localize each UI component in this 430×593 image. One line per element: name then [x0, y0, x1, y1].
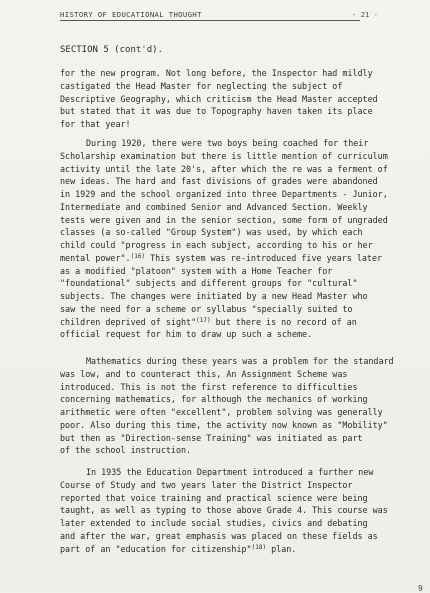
paragraph-3	[60, 355, 405, 457]
paragraph-4	[60, 466, 405, 555]
footnote-ref: (17)	[196, 316, 211, 324]
text-line: During 1920, there were two boys being coached for their	[86, 138, 369, 148]
text-line-with-footnote	[60, 316, 405, 329]
text-line: later extended to include social studies, civics and debating	[60, 518, 368, 528]
text-span: children deprived of sight"	[60, 316, 197, 327]
text-line: of the school instruction.	[60, 445, 192, 456]
text-line: new ideas. The hard and fast divisions of grades were abandoned	[60, 176, 378, 187]
text-span: plan.	[266, 543, 297, 554]
corner-mark: 9	[418, 584, 423, 593]
text-line: official request for him to draw up such a scheme.	[60, 329, 313, 340]
text-line: but stated that it was due to Topography haven taken its place	[60, 106, 373, 117]
paragraph-1	[60, 67, 405, 131]
text-line: classes (a so-called "Group System") was used, by which each	[60, 227, 363, 238]
text-line: in 1929 and the school organized into three Departments - Junior,	[60, 189, 388, 199]
text-line: castigated the Head Master for neglecting the subject of	[60, 80, 343, 91]
text-line: poor. Also during this time, the activity now known as "Mobility"	[60, 419, 388, 430]
text-line: activity until the late 20's, after which the re was a ferment of	[60, 163, 388, 174]
text-line: and after the war, great emphasis was placed on these fields as	[60, 530, 378, 541]
running-header: HISTORY OF EDUCATIONAL THOUGHT	[60, 10, 360, 21]
text-line: tests were given and in the senior section, some form of ungraded	[60, 214, 388, 225]
text-line: Course of Study and two years later the District Inspector	[60, 479, 353, 490]
text-line: introduced. This is not the first reference to difficulties	[60, 381, 358, 392]
text-line: Intermediate and combined Senior and Advanced Section. Weekly	[60, 201, 368, 212]
text-span: part of an "education for citizenship"	[60, 543, 252, 554]
text-line: but then as "Direction-sense Training" was initiated as part	[60, 432, 363, 443]
text-line: arithmetic were often "excellent", problem solving was generally	[60, 407, 383, 417]
text-line: "foundational" subjects and different groups for "cultural"	[60, 278, 358, 289]
text-line: In 1935 the Education Department introduced a further new	[86, 467, 374, 477]
text-span: mental power".	[60, 252, 131, 263]
paragraph-2	[60, 137, 405, 341]
text-line: as a modified "platoon" system with a Home Teacher for	[60, 265, 333, 276]
text-line-with-footnote	[60, 543, 405, 556]
text-line: was low, and to counteract this, An Assignment Scheme was	[60, 368, 348, 379]
text-line: Mathematics during these years was a problem for the standard	[86, 356, 394, 366]
text-line: subjects. The changes were initiated by a new Head Master who	[60, 291, 368, 301]
text-line: concerning mathematics, for although the mechanics of working	[60, 394, 368, 405]
text-line-with-footnote	[60, 252, 405, 265]
text-span: This system was re-introduced five years later	[145, 252, 383, 263]
text-span: but there is no record of an	[210, 316, 357, 327]
footnote-ref: (16)	[130, 252, 146, 260]
page-number: - 21 -	[352, 10, 378, 19]
text-line: reported that voice training and practical science were being	[60, 492, 368, 503]
section-heading: SECTION 5 (cont'd).	[60, 45, 163, 55]
footnote-ref: (18)	[251, 543, 267, 551]
text-line: child could "progress in each subject, according to his or her	[60, 240, 373, 250]
text-line: for the new program. Not long before, the Inspector had mildly	[60, 68, 373, 78]
text-line: Scholarship examination but there is little mention of curriculum	[60, 150, 388, 161]
text-line: saw the need for a scheme or syllabus "specially suited to	[60, 303, 353, 314]
text-line: taught, as well as typing to those above Grade 4. This course was	[60, 505, 388, 516]
text-line: for that year!	[60, 119, 131, 129]
text-line: Descriptive Geography, which criticism the Head Master accepted	[60, 93, 378, 104]
